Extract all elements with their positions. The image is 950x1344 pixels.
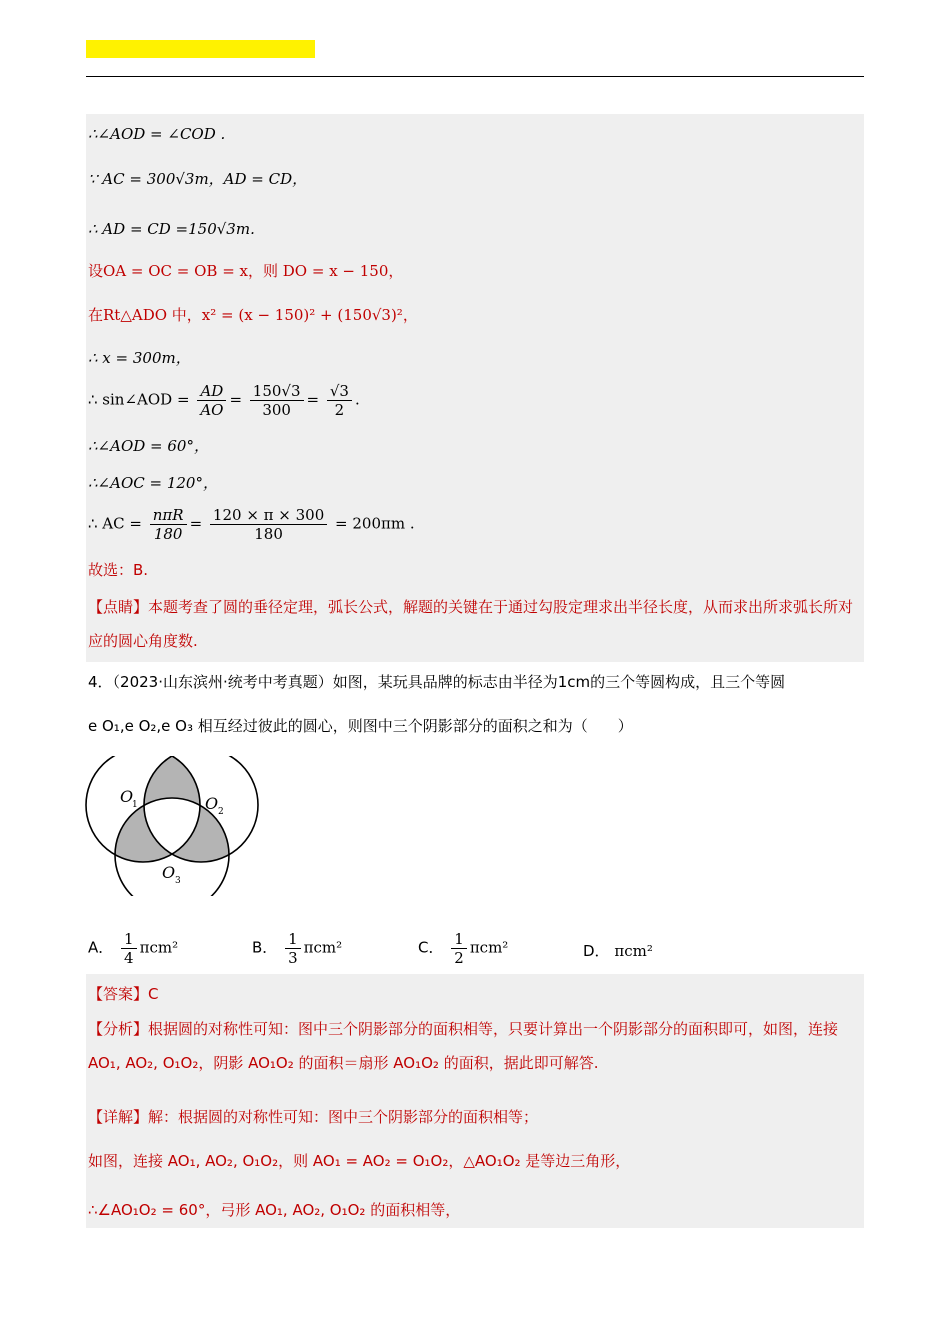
label-o1-sub: 1 <box>132 800 138 810</box>
sol-line-5: 在Rt△ADO 中，x² = (x − 150)² + (150√3)²， <box>88 306 418 324</box>
fraction-numerator: AD <box>197 382 226 401</box>
fraction-denominator: 4 <box>124 949 134 967</box>
fraction-ad-ao <box>197 382 226 419</box>
option-a-unit: πcm² <box>139 938 179 957</box>
fraction-denominator: 2 <box>334 401 345 419</box>
fraction-r3-2 <box>327 382 352 419</box>
sol-line-1: ∴∠AOD = ∠COD . <box>88 125 226 143</box>
fraction-denominator: 3 <box>288 949 298 967</box>
option-b-letter: B． <box>252 938 278 957</box>
option-b-fraction <box>285 930 301 967</box>
label-o3-sub: 3 <box>175 876 181 886</box>
option-d-letter: D． <box>583 942 610 960</box>
option-c[interactable] <box>418 930 508 967</box>
sol-line-10: ∴ AC = $\frac{\text{nπR}}{180}$ = $\frac{120 \times \pi \times 300}{180}$ = 200πm . <box>88 506 415 543</box>
label-o2: O <box>205 794 219 813</box>
option-c-unit: πcm² <box>469 938 509 957</box>
fraction-denominator: AO <box>200 401 224 419</box>
q4-analysis: 【分析】根据圆的对称性可知：图中三个阴影部分的面积相等，只要计算出一个阴影部分的面积即可，如图，连接 AO₁, AO₂, O₁O₂，阴影 AO₁O₂ 的面积＝扇形 AO₁O₂ 的面积，据此即可解答. <box>88 1020 839 1072</box>
q4-detail-1: 【详解】解：根据圆的对称性可知：图中三个阴影部分的面积相等； <box>88 1108 539 1126</box>
sol-line-9: ∴∠AOC = 120°， <box>88 474 218 492</box>
option-d-unit: πcm² <box>614 942 653 960</box>
fraction-npir-180 <box>150 506 187 543</box>
header-divider <box>86 76 864 77</box>
fraction-numerator: √3 <box>327 382 352 401</box>
option-b[interactable] <box>252 930 342 967</box>
fraction-numerator: nπR <box>150 506 187 525</box>
three-circles-figure <box>84 756 264 896</box>
header-highlight-bar <box>86 40 315 58</box>
sol-line-3: ∴ AD = CD =150√3m. <box>88 220 255 238</box>
fraction-numerator: 1 <box>121 930 137 949</box>
sol-answer-choice: 故选：B. <box>88 561 149 579</box>
sol-line-4: 设OA = OC = OB = x，则 DO = x − 150， <box>88 262 404 280</box>
label-o1: O <box>120 787 134 806</box>
option-a-fraction <box>121 930 137 967</box>
option-d[interactable] <box>583 940 653 961</box>
sol-line-7-prefix: ∴ sin∠AOD = <box>88 390 190 409</box>
sol-line-10-prefix: ∴ AC = <box>88 514 142 533</box>
label-o3: O <box>162 863 176 882</box>
sol-line-8: ∴∠AOD = 60°， <box>88 437 209 455</box>
fraction-numerator: 1 <box>285 930 301 949</box>
sol-comment: 【点睛】本题考查了圆的垂径定理，弧长公式，解题的关键在于通过勾股定理求出半径长度，从而求出所求弧长所对应的圆心角度数. <box>88 598 854 650</box>
question-text-line-1: （2023·山东滨州·统考中考真题）如图，某玩具品牌的标志由半径为1cm的三个等圆构成，且三个等圆 <box>112 673 786 691</box>
fraction-denominator: 180 <box>254 525 283 543</box>
option-a[interactable] <box>88 930 178 967</box>
q4-detail-2: 如图，连接 AO₁, AO₂, O₁O₂，则 AO₁ = AO₂ = O₁O₂，△AO₁O₂ 是等边三角形， <box>88 1152 631 1170</box>
sol-line-10-suffix: = 200πm . <box>335 514 415 533</box>
fraction-numerator: 150√3 <box>250 382 304 401</box>
option-a-letter: A． <box>88 938 114 957</box>
fraction-numerator: 1 <box>451 930 467 949</box>
fraction-denominator: 2 <box>454 949 464 967</box>
fraction-150r3-300 <box>250 382 304 419</box>
sol-line-7: ∴ sin∠AOD = $\frac{AD}{AO}$ = $\frac{150√3}{300}$ = $\frac{√3}{2}$ . <box>88 382 360 419</box>
option-c-letter: C． <box>418 938 444 957</box>
fraction-120pi300-180 <box>210 506 327 543</box>
question-number: 4． <box>88 673 113 691</box>
q4-detail-3: ∴∠AO₁O₂ = 60°，弓形 AO₁, AO₂, O₁O₂ 的面积相等， <box>88 1201 461 1219</box>
label-o2-sub: 2 <box>218 807 224 817</box>
q4-answer: 【答案】C <box>88 985 159 1003</box>
sol-line-6: ∴ x = 300m， <box>88 349 191 367</box>
option-c-fraction <box>451 930 467 967</box>
question-4-line-1 <box>88 672 785 692</box>
fraction-numerator: 120 × π × 300 <box>210 506 327 525</box>
fraction-denominator: 300 <box>262 401 291 419</box>
sol-line-2: ∵ AC = 300√3m，AD = CD， <box>88 170 308 188</box>
fraction-denominator: 180 <box>153 525 183 543</box>
question-4-line-2: e O₁,e O₂,e O₃ 相互经过彼此的圆心，则图中三个阴影部分的面积之和为（ ） <box>88 717 633 735</box>
option-b-unit: πcm² <box>303 938 343 957</box>
